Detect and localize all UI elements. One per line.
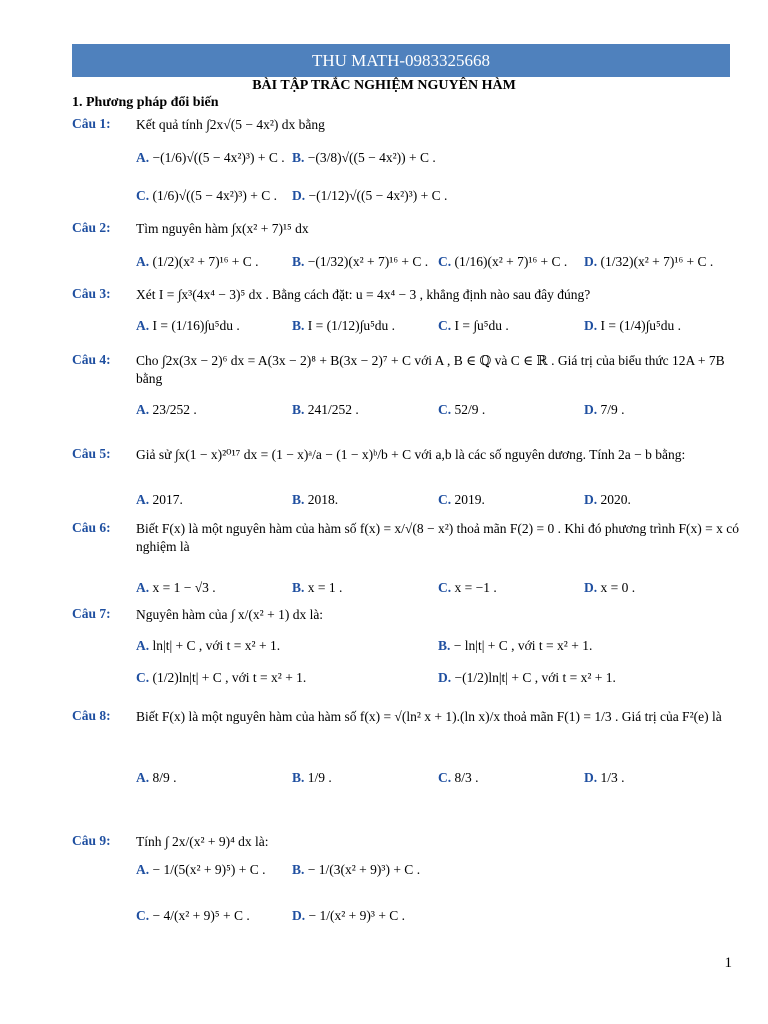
option-d[interactable]: D. I = (1/4)∫u⁵du . xyxy=(584,318,682,333)
question-label: Câu 6: xyxy=(72,520,111,535)
option-a[interactable]: A. 2017. xyxy=(136,492,183,507)
page-number: 1 xyxy=(724,955,732,971)
question-text: Kết quả tính ∫2x√(5 − 4x²) dx bằng xyxy=(136,117,325,132)
page-title: BÀI TẬP TRẮC NGHIỆM NGUYÊN HÀM xyxy=(252,78,516,93)
option-a[interactable]: A. I = (1/16)∫u⁵du . xyxy=(136,318,240,333)
question-text: Tìm nguyên hàm ∫x(x² + 7)¹⁵ dx xyxy=(136,221,309,236)
option-b[interactable]: B. 241/252 . xyxy=(292,402,359,417)
option-a[interactable]: A. −(1/6)√((5 − 4x²)³) + C . xyxy=(136,150,285,165)
question-text: Xét I = ∫x³(4x⁴ − 3)⁵ dx . Bằng cách đặt: u = 4x⁴ − 3 , khẳng định nào sau đây đúng? xyxy=(136,287,591,302)
option-c[interactable]: C. I = ∫u⁵du . xyxy=(438,318,509,333)
question-label: Câu 2: xyxy=(72,220,111,235)
question-1 xyxy=(72,116,740,211)
question-2 xyxy=(72,220,740,280)
option-a[interactable]: A. ln|t| + C , với t = x² + 1. xyxy=(136,638,281,653)
question-label: Câu 1: xyxy=(72,116,111,131)
section-heading: 1. Phương pháp đổi biến xyxy=(72,95,219,110)
question-6 xyxy=(72,520,740,598)
question-label: Câu 7: xyxy=(72,606,111,621)
option-c[interactable]: C. (1/2)ln|t| + C , với t = x² + 1. xyxy=(136,670,307,685)
option-b[interactable]: B. x = 1 . xyxy=(292,580,343,595)
question-label: Câu 9: xyxy=(72,833,111,848)
question-8 xyxy=(72,708,740,794)
question-4 xyxy=(72,352,740,432)
option-c[interactable]: C. (1/6)√((5 − 4x²)³) + C . xyxy=(136,188,277,203)
question-text: Nguyên hàm của ∫ x/(x² + 1) dx là: xyxy=(136,607,324,622)
question-text: Tính ∫ 2x/(x² + 9)⁴ dx là: xyxy=(136,834,269,849)
option-c[interactable]: C. x = −1 . xyxy=(438,580,497,595)
question-7 xyxy=(72,606,740,696)
question-label: Câu 5: xyxy=(72,446,111,461)
option-c[interactable]: C. − 4/(x² + 9)⁵ + C . xyxy=(136,908,250,923)
option-d[interactable]: D. −(1/12)√((5 − 4x²)³) + C . xyxy=(292,188,448,203)
option-c[interactable]: C. 52/9 . xyxy=(438,402,486,417)
option-d[interactable]: D. 1/3 . xyxy=(584,770,625,785)
option-c[interactable]: C. (1/16)(x² + 7)¹⁶ + C . xyxy=(438,254,568,269)
option-b[interactable]: B. −(3/8)√((5 − 4x²)) + C . xyxy=(292,150,436,165)
question-label: Câu 8: xyxy=(72,708,111,723)
option-d[interactable]: D. 2020. xyxy=(584,492,631,507)
option-a[interactable]: A. − 1/(5(x² + 9)⁵) + C . xyxy=(136,862,266,877)
option-d[interactable]: D. − 1/(x² + 9)³ + C . xyxy=(292,908,406,923)
option-a[interactable]: A. x = 1 − √3 . xyxy=(136,580,216,595)
option-b[interactable]: B. I = (1/12)∫u⁵du . xyxy=(292,318,396,333)
option-a[interactable]: A. 23/252 . xyxy=(136,402,197,417)
question-5 xyxy=(72,446,740,511)
option-b[interactable]: B. − ln|t| + C , với t = x² + 1. xyxy=(438,638,593,653)
option-d[interactable]: D. x = 0 . xyxy=(584,580,636,595)
option-b[interactable]: B. −(1/32)(x² + 7)¹⁶ + C . xyxy=(292,254,429,269)
option-d[interactable]: D. (1/32)(x² + 7)¹⁶ + C . xyxy=(584,254,714,269)
question-9 xyxy=(72,800,740,950)
question-label: Câu 3: xyxy=(72,286,111,301)
option-c[interactable]: C. 2019. xyxy=(438,492,485,507)
option-b[interactable]: B. 1/9 . xyxy=(292,770,332,785)
option-d[interactable]: D. −(1/2)ln|t| + C , với t = x² + 1. xyxy=(438,670,616,685)
question-text: Biết F(x) là một nguyên hàm của hàm số f(x) = √(ln² x + 1).(ln x)/x thoả mãn F(1) = 1/3 . Giá trị của F²(e) là xyxy=(136,709,722,724)
option-b[interactable]: B. 2018. xyxy=(292,492,339,507)
question-label: Câu 4: xyxy=(72,352,111,367)
option-a[interactable]: A. (1/2)(x² + 7)¹⁶ + C . xyxy=(136,254,259,269)
header-banner: THU MATH-0983325668 xyxy=(72,44,730,77)
question-text: Biết F(x) là một nguyên hàm của hàm số f(x) = x/√(8 − x²) thoả mãn F(2) = 0 . Khi đó phương trình F(x) = x có nghiệm là xyxy=(136,521,740,554)
question-text: Giả sử ∫x(1 − x)²⁰¹⁷ dx = (1 − x)ᵃ/a − (1 − x)ᵇ/b + C với a,b là các số nguyên dương. Tính 2a − b bằng: xyxy=(136,447,686,462)
question-3 xyxy=(72,286,740,346)
option-d[interactable]: D. 7/9 . xyxy=(584,402,625,417)
question-text: Cho ∫2x(3x − 2)⁶ dx = A(3x − 2)⁸ + B(3x − 2)⁷ + C với A , B ∈ ℚ và C ∈ ℝ . Giá trị của biểu thức 12A + 7B bằng xyxy=(136,353,725,386)
option-a[interactable]: A. 8/9 . xyxy=(136,770,177,785)
option-b[interactable]: B. − 1/(3(x² + 9)³) + C . xyxy=(292,862,421,877)
option-c[interactable]: C. 8/3 . xyxy=(438,770,479,785)
